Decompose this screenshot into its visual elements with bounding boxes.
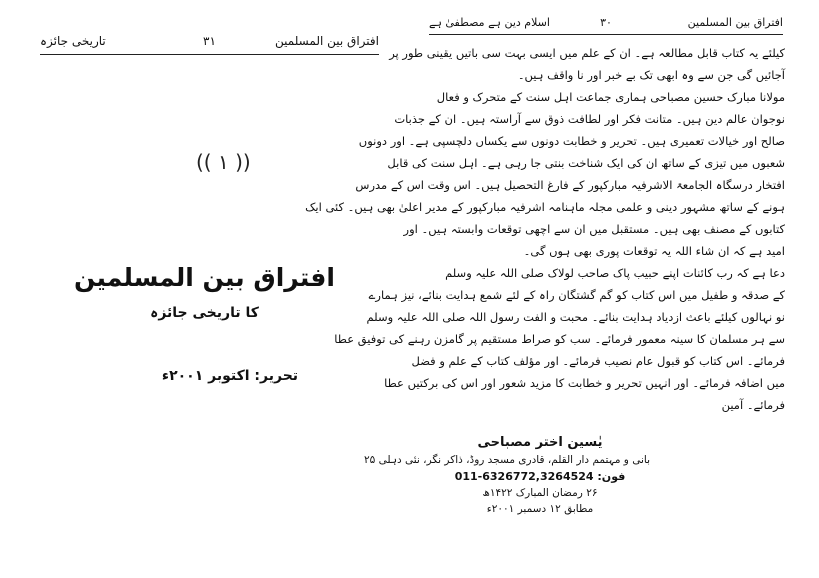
- body-line: میں اضافہ فرمائے۔ اور انہیں تحریر و خطابت کا مزید شعور اور اس کی برکتیں عطا: [384, 376, 785, 390]
- signatory-phone: [430, 468, 650, 485]
- header-page-number: ۳۰: [600, 16, 612, 29]
- header-book-title: افتراق بین المسلمین: [687, 16, 783, 29]
- header-section-title: تاریخی جائزہ: [40, 34, 106, 48]
- body-line: نوجوان عالم دین ہیں۔ متانت فکر اور لطافت ذوق سے آراستہ ہیں۔ ان کے جذبات: [394, 112, 785, 126]
- body-line: آجائیں گی جن سے وہ ابھی تک بے خبر اور نا واقف ہیں۔: [517, 68, 785, 82]
- header-book-title: افتراق بین المسلمین: [275, 34, 379, 48]
- body-line: امید ہے کہ ان شاء اللہ یہ توقعات پوری بھی ہوں گی۔: [523, 244, 785, 258]
- body-line: نو نہالوں کیلئے باعث ازدیاد ہدایت بنائے۔ محبت و الفت رسول اللہ صلی اللہ علیہ وسلم: [366, 310, 785, 324]
- book-title: افتراق بین المسلمین: [74, 263, 335, 292]
- signatory-name: یٰسین اختر مصباحی: [477, 435, 603, 450]
- left-page-header: [40, 32, 379, 55]
- signature-date-gregorian: مطابق ۱۲ دسمبر ۲۰۰۱ء: [486, 503, 594, 515]
- signature-date-hijri: ۲۶ رمضان المبارک ۱۴۲۲ھ: [482, 487, 598, 499]
- body-line: فرمائے۔ آمین: [721, 398, 785, 412]
- signatory-address: بانی و مہتمم دار القلم، قادری مسجد روڈ، ذاکر نگر، نئی دہلی ۲۵: [363, 454, 650, 466]
- body-line: کے صدقہ و طفیل میں اس کتاب کو گم گشتگان راہ کے لئے شمع ہدایت بنائے، نیز ہمارے: [368, 288, 785, 302]
- body-line: صالح اور خیالات تعمیری ہیں۔ تحریر و خطابت دونوں سے یکساں دلچسپی ہے۔ اور دونوں: [358, 134, 785, 148]
- body-line: افتخار درسگاہ الجامعۃ الاشرفیہ مبارکپور کے فارغ التحصیل ہیں۔ اس وقت اس کے مدرس: [355, 178, 785, 192]
- header-section-title: اسلام دین ہے مصطفیٰ ہے: [429, 16, 550, 29]
- author-signature-block: [363, 434, 650, 517]
- body-line: کیلئے یہ کتاب قابل مطالعہ ہے۔ ان کے علم میں ایسی بہت سی باتیں یقینی طور پر: [389, 46, 785, 60]
- body-line: کتابوں کے مصنف بھی ہیں۔ مستقبل میں ان سے اچھی توقعات وابستہ ہیں۔ اور: [403, 222, 785, 236]
- written-date: تحریر: اکتوبر ۲۰۰۱ء: [161, 368, 299, 384]
- book-subtitle: کا تاریخی جائزہ: [150, 305, 259, 321]
- body-line: شعبوں میں تیزی کے ساتھ ان کی ایک شناخت بنتی جا رہی ہے۔ اہل سنت کی قابل: [387, 156, 785, 170]
- body-line: ہونے کے ساتھ مشہور دینی و علمی مجلہ ماہنامہ اشرفیہ مبارکپور کے مدیر اعلیٰ بھی ہیں۔ کئی ایک: [305, 200, 785, 214]
- right-page-header: [429, 14, 783, 35]
- chapter-ornament: (( ۱ )): [196, 150, 251, 174]
- foreword-body: [305, 42, 785, 416]
- phone-number: 011-6326772,3264524: [454, 470, 594, 483]
- body-line: مولانا مبارک حسین مصباحی ہماری جماعت اہل سنت کے متحرک و فعال: [436, 90, 785, 104]
- left-page: [0, 0, 409, 578]
- phone-label: فون:: [597, 470, 626, 483]
- body-line: سے ہر مسلمان کا سینہ معمور فرمائے۔ سب کو صراط مستقیم پر گامزن رہنے کی توفیق عطا: [334, 332, 785, 346]
- body-line: فرمائے۔ اس کتاب کو قبول عام نصیب فرمائے۔ اور مؤلف کتاب کے علم و فضل: [411, 354, 785, 368]
- body-line: دعا ہے کہ رب کائنات اپنے حبیب پاک صاحب لولاک صلی اللہ علیہ وسلم: [445, 266, 785, 280]
- header-page-number: ۳۱: [203, 34, 216, 48]
